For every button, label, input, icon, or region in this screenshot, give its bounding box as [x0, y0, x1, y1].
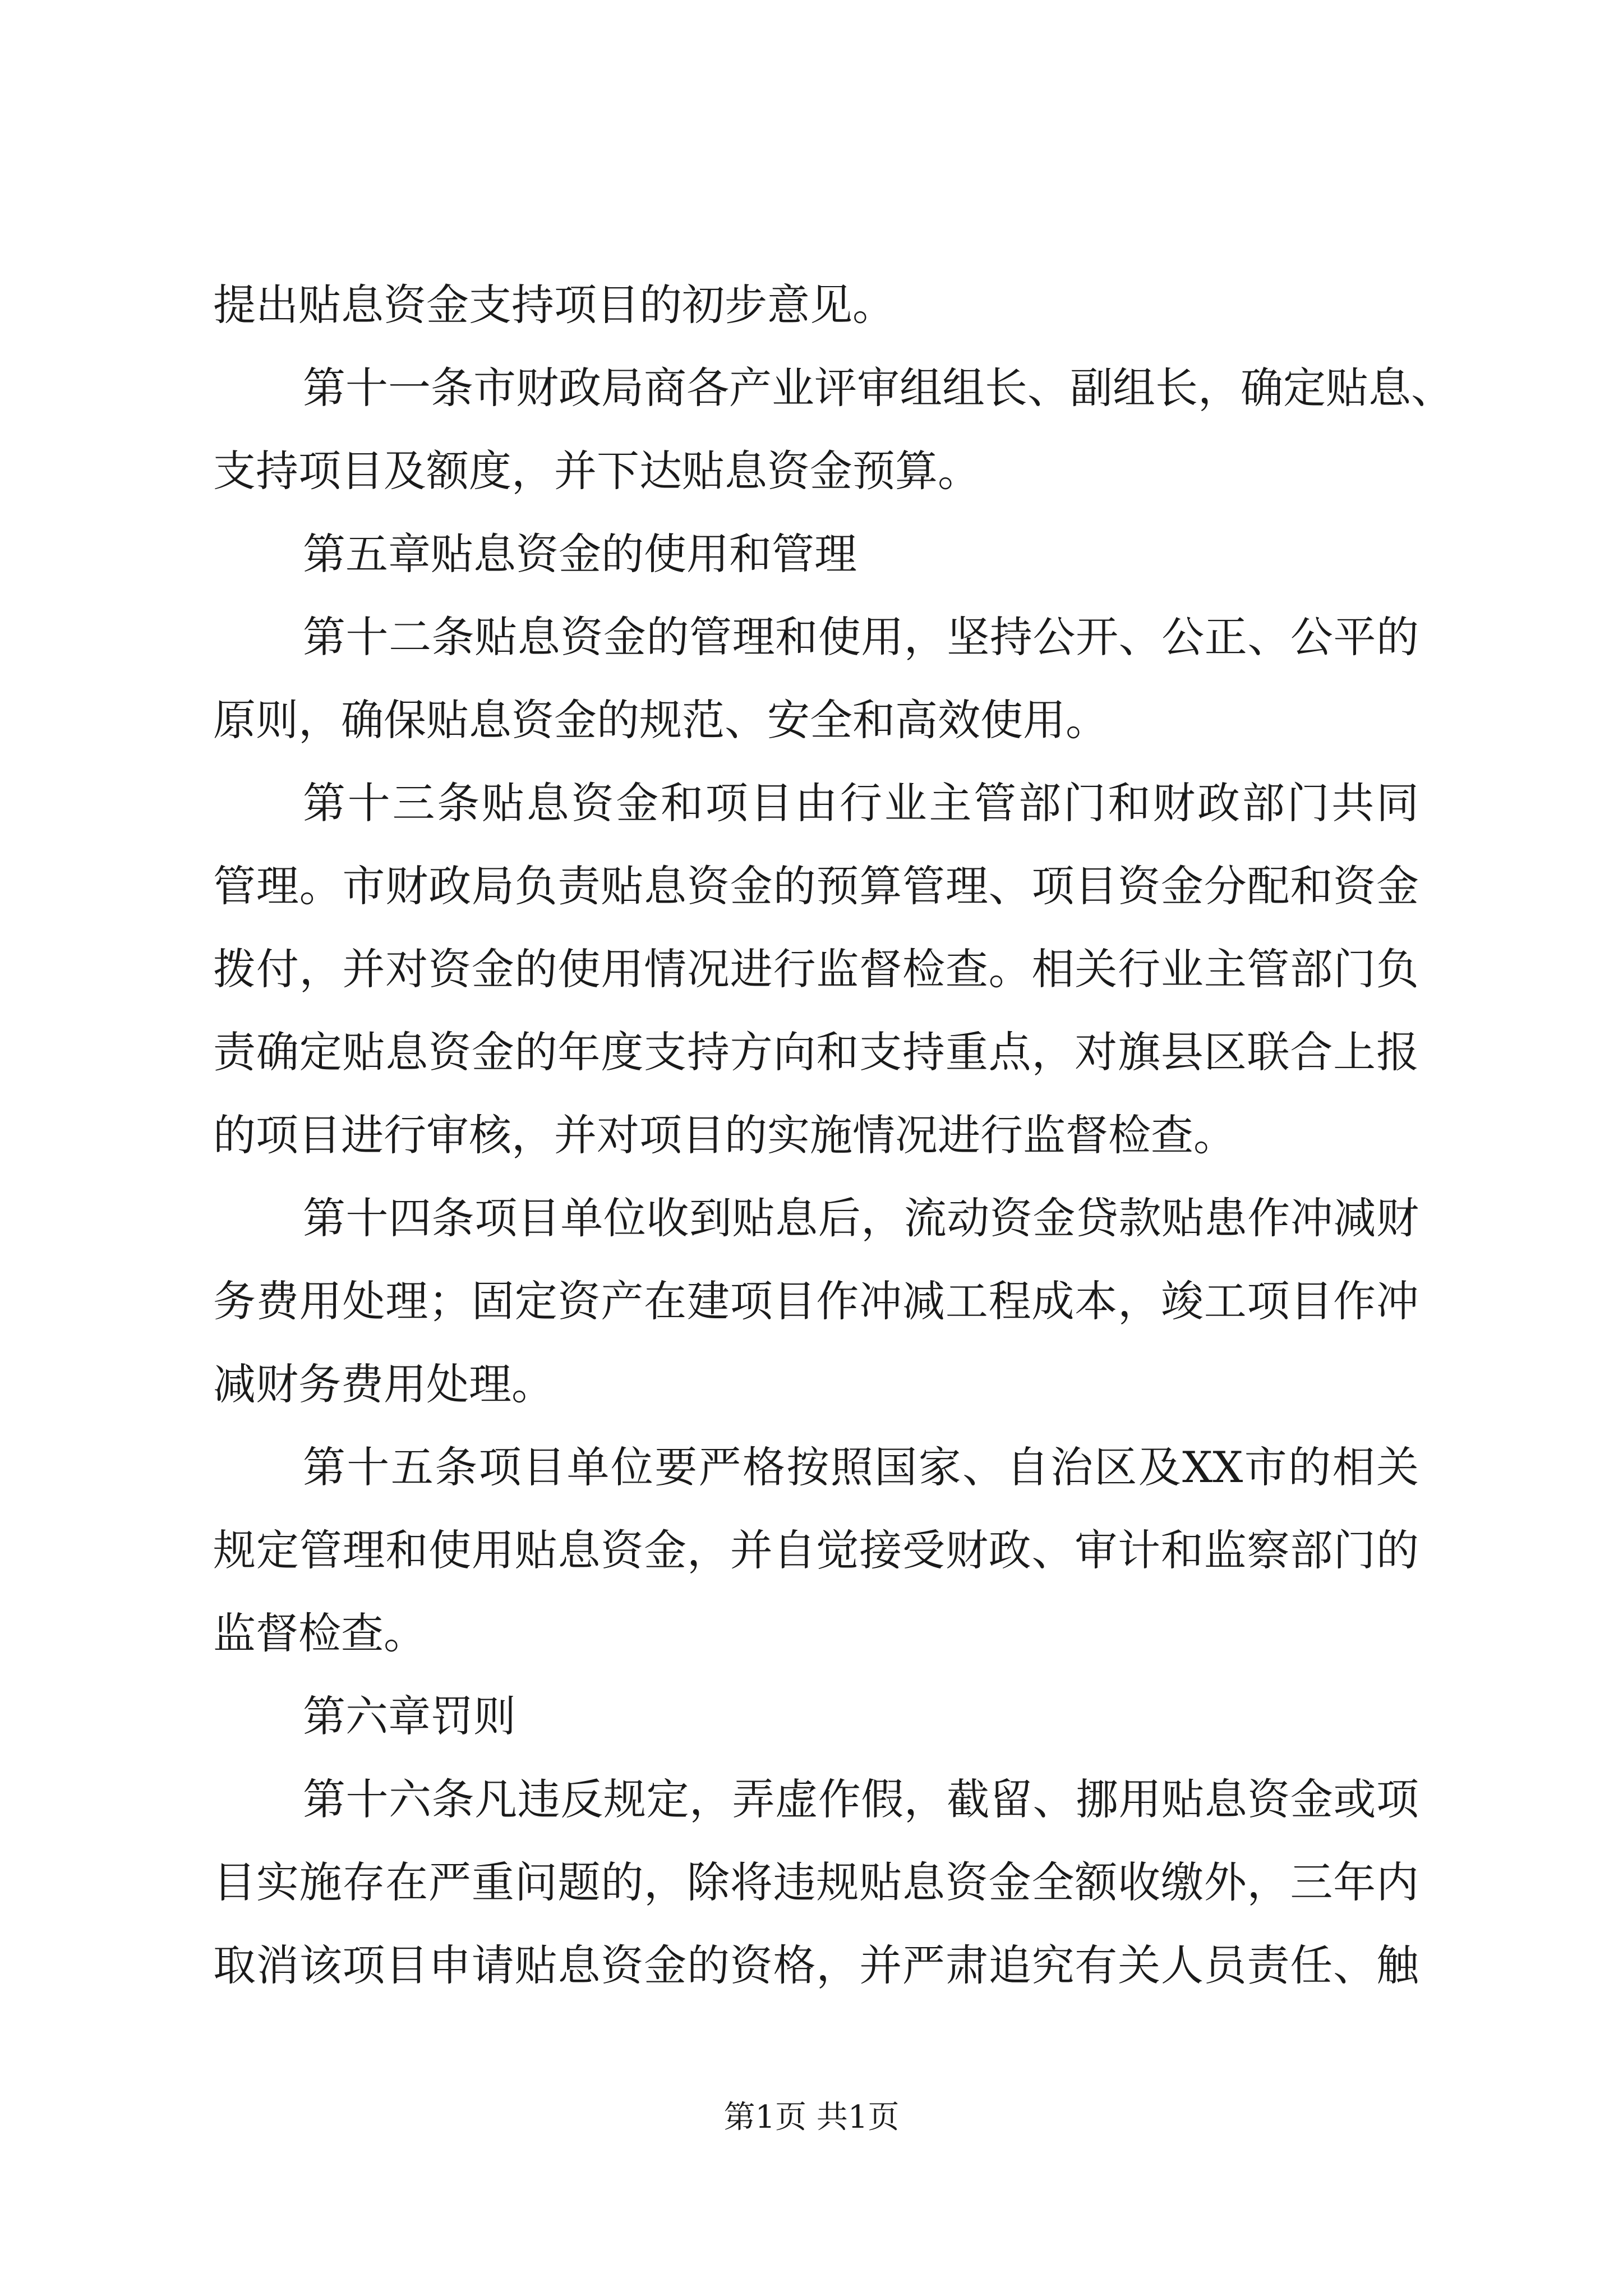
paragraph-line: 第十三条贴息资金和项目由行业主管部门和财政部门共同	[303, 778, 1419, 828]
paragraph-line: 拨付，并对资金的使用情况进行监督检查。相关行业主管部门负	[213, 944, 1419, 994]
paragraph-line: 的项目进行审核，并对项目的实施情况进行监督检查。	[213, 1110, 1236, 1160]
paragraph-line: 减财务费用处理。	[213, 1359, 554, 1409]
paragraph-line: 管理。市财政局负责贴息资金的预算管理、项目资金分配和资金	[213, 861, 1419, 911]
paragraph-line: 第十六条凡违反规定，弄虚作假，截留、挪用贴息资金或项	[303, 1774, 1419, 1824]
paragraph-line: 第十二条贴息资金的管理和使用，坚持公开、公正、公平的	[303, 612, 1419, 662]
paragraph-line: 目实施存在严重问题的，除将违规贴息资金全额收缴外，三年内	[213, 1857, 1419, 1907]
paragraph-line: 第十一条市财政局商各产业评审组组长、副组长，确定贴息、	[303, 363, 1454, 413]
paragraph-line: 第十四条项目单位收到贴息后，流动资金贷款贴患作冲减财	[303, 1193, 1419, 1243]
paragraph-line: 第十五条项目单位要严格按照国家、自治区及XX市的相关	[303, 1442, 1419, 1492]
document-body	[213, 264, 1454, 2007]
paragraph-line: 责确定贴息资金的年度支持方向和支持重点，对旗县区联合上报	[213, 1027, 1419, 1077]
paragraph-line: 原则，确保贴息资金的规范、安全和高效使用。	[213, 695, 1108, 745]
paragraph-line: 务费用处理；固定资产在建项目作冲减工程成本，竣工项目作冲	[213, 1276, 1419, 1326]
paragraph-line: 提出贴息资金支持项目的初步意见。	[213, 280, 895, 330]
paragraph-line: 规定管理和使用贴息资金，并自觉接受财政、审计和监察部门的	[213, 1525, 1419, 1575]
paragraph-line: 第五章贴息资金的使用和管理	[303, 529, 857, 579]
paragraph-line: 取消该项目申请贴息资金的资格，并严肃追究有关人员责任、触	[213, 1940, 1419, 1990]
paragraph-line: 监督检查。	[213, 1608, 426, 1658]
page-footer: 第1页 共1页	[723, 2099, 900, 2136]
paragraph-line: 支持项目及额度，并下达贴息资金预算。	[213, 446, 980, 496]
paragraph-line: 第六章罚则	[303, 1691, 516, 1741]
